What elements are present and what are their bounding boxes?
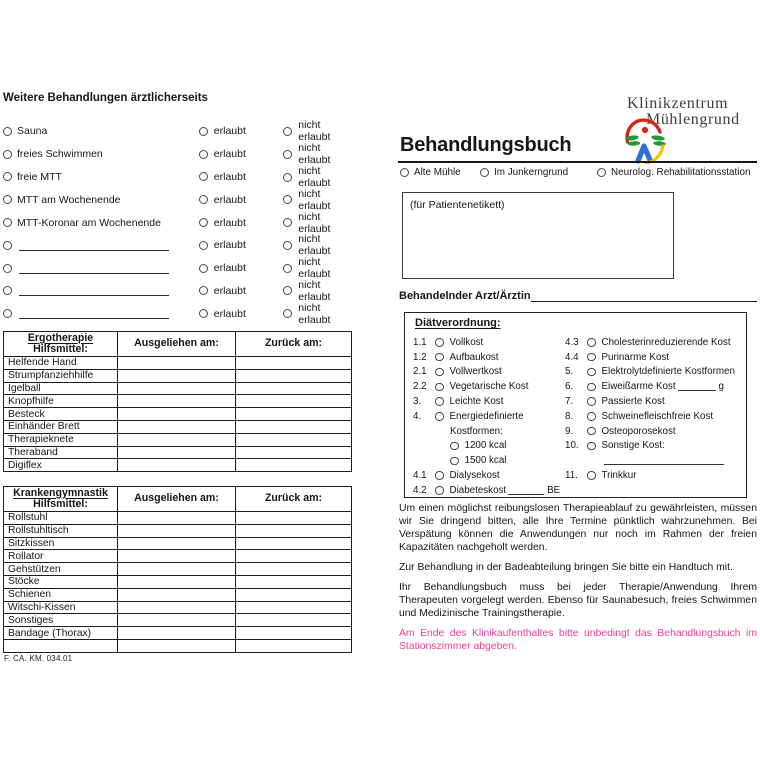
equipment-label-cell: Therapieknete [4, 433, 118, 446]
diet-item [413, 409, 565, 424]
treatment-item [3, 125, 199, 137]
diet-item [413, 394, 565, 409]
treatment-option-circle[interactable] [3, 286, 12, 295]
diet-item-number: 8. [565, 410, 574, 422]
diet-option-circle[interactable] [435, 353, 444, 362]
info-paragraphs [399, 502, 757, 659]
treatment-option-circle[interactable] [3, 150, 12, 159]
not-allowed-label: nicht erlaubt [298, 233, 331, 258]
diet-column-left [413, 335, 565, 498]
not-allowed-label: nicht erlaubt [298, 210, 331, 235]
returned-date-cell[interactable] [236, 433, 352, 446]
allowed-label: erlaubt [213, 193, 246, 206]
diet-option-circle[interactable] [450, 457, 459, 466]
doctor-label: Behandelnder Arzt/Ärztin [399, 290, 531, 302]
equipment-label-cell: Witschi-Kissen [4, 601, 118, 614]
returned-date-cell[interactable] [236, 614, 352, 627]
not-allowed-option [283, 256, 355, 280]
diet-item-label: Eiweißarme Kost [601, 381, 676, 393]
diet-option-circle[interactable] [435, 412, 444, 421]
not-allowed-circle[interactable] [283, 241, 292, 250]
table-header-row [4, 332, 352, 357]
table-row [4, 524, 352, 537]
not-allowed-circle[interactable] [283, 195, 292, 204]
diet-item-number: 11. [565, 470, 578, 482]
returned-date-cell[interactable] [236, 512, 352, 525]
allowed-label: erlaubt [213, 148, 246, 161]
not-allowed-label: nicht erlaubt [298, 165, 331, 189]
diet-item-label: Passierte Kost [601, 396, 665, 408]
diet-item-label: Cholesterinreduzierende Kost [601, 336, 731, 348]
diet-item [413, 379, 565, 394]
treatment-option-circle[interactable] [3, 264, 12, 273]
equipment-label-cell: Rollstuhl [4, 512, 118, 525]
treatment-item [3, 171, 199, 183]
treatment-option-circle[interactable] [3, 127, 12, 136]
treatment-row [3, 120, 355, 143]
diet-box [404, 312, 747, 498]
borrowed-date-cell[interactable] [118, 459, 236, 472]
allowed-circle[interactable] [199, 195, 208, 204]
clinic-name-line1: Klinikzentrum [627, 95, 729, 112]
table-row [4, 563, 352, 576]
diet-item-number: 4.4 [565, 351, 579, 363]
not-allowed-label: nicht erlaubt [298, 142, 331, 167]
diet-item-number: 4.1 [413, 470, 427, 482]
allowed-label: erlaubt [213, 170, 246, 183]
equipment-label-cell: Rollstuhltisch [4, 524, 118, 537]
diet-item-number: 5. [565, 366, 574, 378]
diet-item [413, 350, 565, 365]
borrowed-date-cell[interactable] [118, 575, 236, 588]
treatment-item [3, 285, 199, 296]
equipment-label-cell: Schienen [4, 588, 118, 601]
diet-item [413, 453, 565, 468]
equipment-label-cell: Knopfhilfe [4, 395, 118, 408]
treatment-list [3, 120, 355, 325]
diet-item [565, 350, 745, 365]
table-row [4, 395, 352, 408]
diet-item [413, 335, 565, 350]
closing-note: Am Ende des Klinikaufenthaltes bitte unbedingt das Behandlungsbuch im Stationszimmer abgeben. [399, 627, 757, 652]
not-allowed-option [283, 119, 355, 143]
diet-item [565, 409, 745, 424]
borrowed-date-cell[interactable] [118, 420, 236, 433]
not-allowed-option [283, 279, 355, 303]
blank-entry-line[interactable] [19, 285, 169, 296]
not-allowed-option [283, 188, 355, 212]
info-paragraph: Ihr Behandlungsbuch muss bei jeder Therapie/Anwendung Ihrem Therapeuten vorgelegt werden. Ebenso für Saunabesuch, freies Schwimmen und Medizinische Trainingstherapie. [399, 581, 757, 619]
diet-option-circle[interactable] [587, 338, 596, 347]
table-row [4, 446, 352, 459]
not-allowed-circle[interactable] [283, 309, 292, 318]
equipment-label-cell: Igelball [4, 382, 118, 395]
info-paragraph: Zur Behandlung in der Badeabteilung bringen Sie bitte ein Handtuch mit. [399, 561, 733, 573]
not-allowed-circle[interactable] [283, 127, 292, 136]
diet-item-number: 2.1 [413, 366, 427, 378]
table-row [4, 614, 352, 627]
returned-date-cell[interactable] [236, 446, 352, 459]
table-row [4, 369, 352, 382]
allowed-label: erlaubt [213, 216, 246, 229]
diet-item-number: 10. [565, 440, 579, 452]
borrowed-date-cell[interactable] [118, 563, 236, 576]
returned-date-cell[interactable] [236, 408, 352, 421]
blank-entry-line[interactable] [19, 263, 169, 274]
equipment-label-cell: Helfende Hand [4, 357, 118, 370]
returned-date-cell[interactable] [236, 550, 352, 563]
station-label: Alte Mühle [414, 167, 461, 178]
borrowed-date-cell[interactable] [118, 601, 236, 614]
diet-item-label: Vollwertkost [449, 366, 502, 378]
returned-date-cell[interactable] [236, 382, 352, 395]
not-allowed-option [283, 233, 355, 257]
diet-item-number: 4. [413, 410, 422, 422]
returned-date-cell[interactable] [236, 420, 352, 433]
borrowed-date-cell[interactable] [118, 433, 236, 446]
patient-label-box[interactable] [402, 192, 674, 279]
blank-entry-line[interactable] [19, 240, 169, 251]
table-row [4, 512, 352, 525]
allowed-circle[interactable] [199, 218, 208, 227]
treatment-row [3, 143, 355, 166]
borrowed-date-cell[interactable] [118, 524, 236, 537]
equipment-label-cell [4, 639, 118, 652]
treatment-row [3, 234, 355, 257]
diet-item-number: 4.2 [413, 484, 427, 496]
borrowed-date-cell[interactable] [118, 408, 236, 421]
not-allowed-option [283, 211, 355, 235]
not-allowed-circle[interactable] [283, 150, 292, 159]
borrowed-on-header: Ausgeliehen am: [118, 332, 236, 357]
table-header-row [4, 487, 352, 512]
equipment-label-cell: Stöcke [4, 575, 118, 588]
returned-date-cell[interactable] [236, 575, 352, 588]
diet-option-circle[interactable] [587, 368, 596, 377]
diet-fill-line[interactable] [508, 486, 544, 495]
diet-item-label: Leichte Kost [449, 396, 504, 408]
equipment-header-title: Krankengymnastik [13, 486, 108, 499]
treatment-row [3, 257, 355, 280]
equipment-label-cell: Sitzkissen [4, 537, 118, 550]
treatment-item [3, 148, 199, 160]
diet-item-label: Vollkost [449, 336, 484, 348]
station-circle[interactable] [597, 168, 606, 177]
info-paragraph: Um einen möglichst reibungslosen Therapieablauf zu gewährleisten, müssen wir Sie dringend bitten, alle Ihre Termine pünktlich wahrzunehmen. Bei Verspätung können die Anwendungen nur noch im Rahmen der freien Kapazitäten nachgeholt werden. [399, 503, 757, 554]
table-row [4, 408, 352, 421]
treatment-row [3, 302, 355, 325]
title-rule [398, 161, 757, 163]
diet-item [565, 453, 745, 468]
borrowed-date-cell[interactable] [118, 614, 236, 627]
diet-column-right [565, 335, 745, 483]
allowed-option [199, 217, 283, 229]
diet-item [413, 483, 565, 498]
borrowed-date-cell[interactable] [118, 395, 236, 408]
diet-item [413, 365, 565, 380]
equipment-label-cell: Besteck [4, 408, 118, 421]
treatment-item [3, 194, 199, 206]
returned-date-cell[interactable] [236, 588, 352, 601]
returned-date-cell[interactable] [236, 357, 352, 370]
allowed-label: erlaubt [213, 284, 246, 297]
equipment-label-cell: Einhänder Brett [4, 420, 118, 433]
diet-item-label: Elektrolytdefinierte Kostformen [601, 366, 735, 378]
station-options [398, 167, 760, 180]
borrowed-date-cell[interactable] [118, 382, 236, 395]
returned-on-header: Zurück am: [236, 332, 352, 357]
not-allowed-option [283, 142, 355, 166]
treatment-item [3, 240, 199, 251]
table-row [4, 433, 352, 446]
diet-item-suffix: BE [547, 484, 561, 496]
table-row [4, 575, 352, 588]
diet-item-label: Dialysekost [449, 470, 500, 482]
table-row [4, 420, 352, 433]
table-row [4, 627, 352, 640]
table-row [4, 459, 352, 472]
treatment-row [3, 188, 355, 211]
not-allowed-label: nicht erlaubt [298, 187, 331, 212]
left-section-heading: Weitere Behandlungen ärztlicherseits [3, 92, 208, 104]
diet-item-label: Osteoporosekost [601, 425, 676, 437]
allowed-circle[interactable] [199, 127, 208, 136]
diet-option-circle[interactable] [450, 442, 459, 451]
diet-item [413, 468, 565, 483]
allowed-label: erlaubt [213, 239, 246, 252]
blank-entry-line[interactable] [19, 308, 169, 319]
not-allowed-circle[interactable] [283, 286, 292, 295]
diet-item-number: 3. [413, 396, 422, 408]
diet-item [565, 365, 745, 380]
diet-item-label: Schweinefleischfreie Kost [601, 410, 714, 422]
returned-date-cell[interactable] [236, 459, 352, 472]
equipment-label-cell: Strumpfanziehhilfe [4, 369, 118, 382]
equipment-header [4, 332, 118, 357]
treatment-option-circle[interactable] [3, 241, 12, 250]
treatment-item-label: Sauna [17, 125, 48, 138]
diet-item-suffix: g [718, 381, 724, 393]
treatment-row [3, 280, 355, 303]
not-allowed-option [283, 302, 355, 326]
allowed-circle[interactable] [199, 264, 208, 273]
diet-item-label: Energiedefinierte [449, 410, 524, 422]
allowed-option [199, 148, 283, 160]
allowed-label: erlaubt [213, 262, 246, 275]
equipment-label-cell: Rollator [4, 550, 118, 563]
doctor-input-line[interactable] [531, 301, 757, 302]
table-row [4, 639, 352, 652]
station-circle[interactable] [480, 168, 489, 177]
not-allowed-option [283, 165, 355, 189]
clinic-logo-icon [624, 116, 668, 164]
returned-date-cell[interactable] [236, 627, 352, 640]
diet-item [413, 439, 565, 454]
not-allowed-label: nicht erlaubt [298, 278, 331, 303]
station-label: Im Junkerngrund [494, 167, 569, 178]
diet-heading: Diätverordnung: [415, 317, 501, 329]
equipment-label-cell: Gehstützen [4, 563, 118, 576]
allowed-option [199, 308, 283, 320]
station-option [400, 167, 461, 178]
treatment-option-circle[interactable] [3, 172, 12, 181]
equipment-label-cell: Theraband [4, 446, 118, 459]
diet-option-circle[interactable] [587, 397, 596, 406]
diet-item-label: Vegetarische Kost [449, 381, 529, 393]
allowed-option [199, 239, 283, 251]
table-row [4, 601, 352, 614]
diet-item [565, 379, 745, 394]
krankengymnastik-table [3, 486, 352, 653]
treatment-item [3, 308, 199, 319]
diet-item-label: Aufbaukost [449, 351, 499, 363]
diet-item-label: Trinkkur [601, 470, 637, 482]
page-title: Behandlungsbuch [400, 134, 572, 156]
returned-on-header: Zurück am: [236, 487, 352, 512]
diet-option-circle[interactable] [587, 353, 596, 362]
diet-item-number: 2.2 [413, 381, 427, 393]
returned-date-cell[interactable] [236, 537, 352, 550]
diet-option-circle[interactable] [435, 471, 444, 480]
equipment-header-title: Ergotherapie [27, 331, 94, 344]
diet-item [413, 424, 565, 439]
clinic-name-line2: Mühlengrund [646, 111, 740, 128]
table-row [4, 357, 352, 370]
diet-item-label: Sonstige Kost: [601, 440, 665, 452]
diet-item-number: 9. [565, 425, 574, 437]
patient-box-caption: (für Patientenetikett) [410, 199, 505, 211]
diet-item-label: Diabeteskost [449, 484, 507, 496]
treatment-option-circle[interactable] [3, 309, 12, 318]
treatment-item [3, 217, 199, 229]
not-allowed-label: nicht erlaubt [298, 256, 331, 281]
diet-item-label: 1200 kcal [464, 440, 507, 452]
diet-item-label: Kostformen: [450, 425, 503, 437]
allowed-circle[interactable] [199, 241, 208, 250]
diet-option-circle[interactable] [587, 442, 596, 451]
diet-item [565, 439, 745, 454]
diet-option-circle[interactable] [587, 383, 596, 392]
borrowed-date-cell[interactable] [118, 639, 236, 652]
returned-date-cell[interactable] [236, 639, 352, 652]
allowed-option [199, 262, 283, 274]
diet-item-number: 7. [565, 396, 574, 408]
diet-option-circle[interactable] [435, 368, 444, 377]
table-row [4, 550, 352, 563]
allowed-option [199, 194, 283, 206]
borrowed-date-cell[interactable] [118, 512, 236, 525]
returned-date-cell[interactable] [236, 563, 352, 576]
diet-item-number: 1.1 [413, 336, 427, 348]
borrowed-date-cell[interactable] [118, 627, 236, 640]
treatment-item-label: freie MTT [17, 170, 62, 183]
borrowed-date-cell[interactable] [118, 369, 236, 382]
treatment-option-circle[interactable] [3, 195, 12, 204]
ergotherapie-table [3, 331, 352, 472]
allowed-option [199, 171, 283, 183]
diet-item [565, 335, 745, 350]
not-allowed-circle[interactable] [283, 173, 292, 182]
equipment-header-subtitle: Hilfsmittel: [33, 498, 88, 510]
borrowed-on-header: Ausgeliehen am: [118, 487, 236, 512]
equipment-header-subtitle: Hilfsmittel: [33, 343, 88, 355]
borrowed-date-cell[interactable] [118, 537, 236, 550]
diet-option-circle[interactable] [435, 486, 444, 495]
table-row [4, 382, 352, 395]
not-allowed-circle[interactable] [283, 218, 292, 227]
diet-item-label: 1500 kcal [464, 455, 507, 467]
diet-option-circle[interactable] [435, 397, 444, 406]
borrowed-date-cell[interactable] [118, 446, 236, 459]
station-circle[interactable] [400, 168, 409, 177]
equipment-label-cell: Digiflex [4, 459, 118, 472]
allowed-circle[interactable] [199, 172, 208, 181]
borrowed-date-cell[interactable] [118, 550, 236, 563]
treatment-row [3, 166, 355, 189]
diet-option-circle[interactable] [587, 427, 596, 436]
allowed-label: erlaubt [213, 307, 246, 320]
diet-item-number: 1.2 [413, 351, 427, 363]
diet-item-label: Purinarme Kost [601, 351, 670, 363]
diet-fill-line[interactable] [678, 382, 716, 391]
allowed-circle[interactable] [199, 286, 208, 295]
station-option [480, 167, 568, 178]
treatment-item-label: MTT-Koronar am Wochenende [17, 216, 161, 229]
treatment-option-circle[interactable] [3, 218, 12, 227]
table-row [4, 537, 352, 550]
treatment-item-label: freies Schwimmen [17, 148, 103, 161]
returned-date-cell[interactable] [236, 601, 352, 614]
borrowed-date-cell[interactable] [118, 357, 236, 370]
diet-item-number: 6. [565, 381, 574, 393]
returned-date-cell[interactable] [236, 395, 352, 408]
allowed-label: erlaubt [213, 125, 246, 138]
not-allowed-label: nicht erlaubt [298, 119, 331, 144]
diet-option-circle[interactable] [435, 338, 444, 347]
equipment-label-cell: Sonstiges [4, 614, 118, 627]
treatment-item-label: MTT am Wochenende [17, 193, 121, 206]
treatment-item [3, 263, 199, 274]
diet-option-circle[interactable] [435, 383, 444, 392]
equipment-label-cell: Bandage (Thorax) [4, 627, 118, 640]
treatment-row [3, 211, 355, 234]
allowed-option [199, 125, 283, 137]
returned-date-cell[interactable] [236, 524, 352, 537]
borrowed-date-cell[interactable] [118, 588, 236, 601]
allowed-circle[interactable] [199, 309, 208, 318]
station-option [597, 167, 750, 178]
table-row [4, 588, 352, 601]
diet-option-circle[interactable] [587, 471, 596, 480]
not-allowed-label: nicht erlaubt [298, 301, 331, 326]
station-label: Neurolog. Rehabilitationsstation [611, 167, 751, 178]
returned-date-cell[interactable] [236, 369, 352, 382]
diet-item [565, 468, 745, 483]
form-code: F. CA. KM. 034.01 [4, 654, 73, 663]
allowed-option [199, 285, 283, 297]
diet-item [565, 394, 745, 409]
diet-item-number: 4.3 [565, 336, 579, 348]
not-allowed-circle[interactable] [283, 264, 292, 273]
diet-blank-line[interactable] [604, 456, 724, 465]
allowed-circle[interactable] [199, 150, 208, 159]
equipment-header [4, 487, 118, 512]
diet-option-circle[interactable] [587, 412, 596, 421]
diet-item [565, 424, 745, 439]
